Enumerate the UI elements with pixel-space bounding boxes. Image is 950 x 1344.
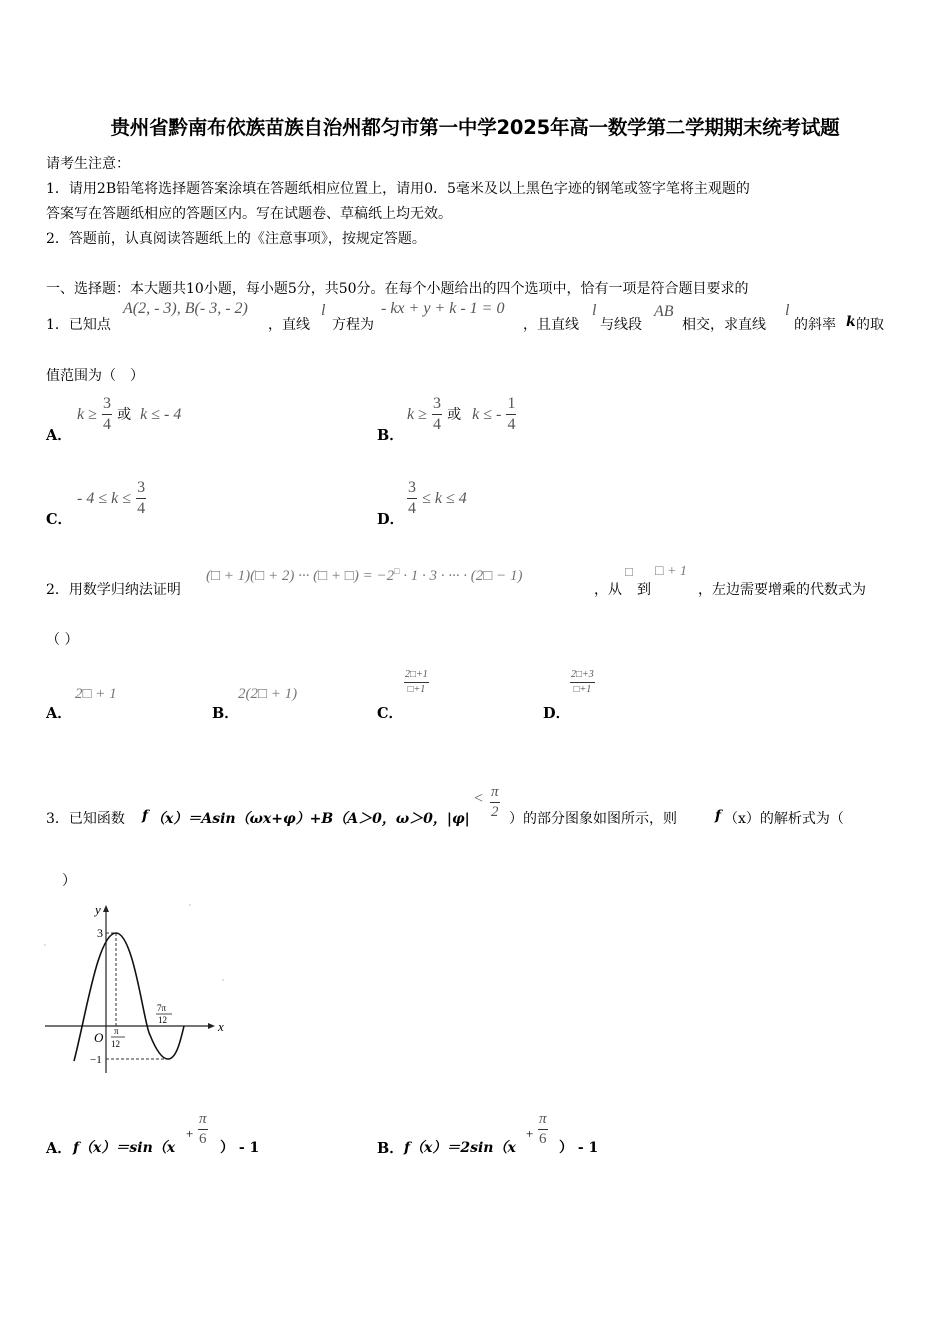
q3-f: f: [142, 808, 149, 824]
q1-text-1: ，直线: [268, 317, 310, 333]
q2-text-2: 到: [637, 582, 651, 598]
notice-heading: 请考生注意：: [46, 156, 130, 172]
frac-den: 2: [491, 804, 499, 820]
q3-option-b-tail: ） - 1: [559, 1140, 599, 1156]
q3-option-b-pi-over-6: [538, 1112, 548, 1147]
frac-num: 3: [432, 396, 442, 415]
q2-option-d-label: D．: [543, 705, 571, 722]
frac-den: 4: [432, 416, 441, 433]
q2-formula-sup: □: [394, 566, 400, 576]
origin-label: O: [94, 1030, 104, 1045]
q2-formula-lhs: (□ + 1)(□ + 2) ··· (□ + □) = −2: [206, 568, 395, 584]
q3-option-b-expr: f（x）＝2sin（x: [404, 1140, 516, 1156]
q1-option-d-label: D．: [377, 511, 405, 528]
q3-text-2: （x）的解析式为（: [724, 811, 844, 827]
page-title: 贵州省黔南布依族苗族自治州都匀市第一中学2025年高一数学第二学期期末统考试题: [110, 116, 840, 139]
sine-curve: [74, 933, 184, 1061]
frac-den: 4: [137, 500, 146, 517]
q1-option-a-label: A．: [46, 427, 72, 444]
q3-number: 3．已知函数: [46, 811, 125, 827]
q2-option-b-expr: 2(2□ + 1): [238, 686, 298, 702]
q1-option-a-expr-2: k ≤ - 4: [140, 406, 182, 423]
y-max-label: 3: [97, 926, 103, 940]
q1-text-6: 的斜率: [794, 317, 836, 333]
notice-item-1-line-1: 1．请用2B铅笔将选择题答案涂填在答题纸相应位置上，请用0．5毫米及以上黑色字迹的钢笔或签字笔将主观题的: [46, 181, 750, 197]
q3-option-b-plus: +: [526, 1126, 534, 1141]
frac-num: π: [198, 1112, 208, 1130]
q2-option-d-frac: [570, 670, 595, 695]
q2-formula-rhs: · 1 · 3 · ··· · (2□ − 1): [403, 568, 523, 584]
q2-formula: [206, 566, 522, 585]
scan-dot: [44, 944, 46, 946]
q3-option-b-label: B．: [377, 1140, 404, 1157]
frac-num: 1: [506, 396, 516, 415]
q3-pi-over-2: [490, 785, 500, 820]
q1-line-l-1: l: [321, 302, 326, 319]
q2-to: □ + 1: [655, 564, 687, 579]
frac-den: □+1: [407, 684, 426, 695]
frac-num: 3: [136, 480, 146, 499]
q1-line-l-2: l: [592, 302, 597, 319]
frac-num: 2□+3: [570, 670, 595, 683]
frac-den: 6: [199, 1131, 207, 1147]
q3-f-2: f: [715, 808, 722, 824]
q3-option-b-frac: [538, 1112, 548, 1147]
q1-text-4: 与线段: [600, 317, 642, 333]
frac-num: 3: [407, 480, 417, 499]
q1-text-2: 方程为: [332, 317, 374, 333]
q1-option-a-frac: [102, 396, 112, 433]
x-tick-1-num: π: [114, 1026, 119, 1036]
notice-item-1-line-2: 答案写在答题纸相应的答题区内。写在试题卷、草稿纸上均无效。: [46, 206, 452, 222]
q2-option-c-frac: [404, 670, 429, 695]
q2-text-1: ，从: [594, 582, 622, 598]
x-tick-2-den: 12: [158, 1015, 167, 1025]
scan-dot: [189, 904, 191, 906]
q1-option-d: [407, 480, 467, 517]
frac-num: π: [538, 1112, 548, 1130]
q1-equation: - kx + y + k - 1 = 0: [381, 300, 505, 317]
q2-option-c-label: C．: [377, 705, 404, 722]
q1-option-c-label: C．: [46, 511, 73, 528]
frac-num: 3: [102, 396, 112, 415]
q1-option-a: [77, 396, 181, 433]
q1-option-b-label: B．: [377, 427, 404, 444]
q3-option-a-plus: +: [186, 1126, 194, 1141]
q1-option-a-expr: k ≥: [77, 406, 97, 423]
q1-option-b-frac: [432, 396, 442, 433]
q2-text-3: ，左边需要增乘的代数式为: [698, 582, 866, 598]
q2-option-b-label: B．: [212, 705, 239, 722]
x-axis-arrow: [208, 1023, 215, 1029]
q1-option-b-or: 或: [447, 407, 462, 423]
q3-option-a-tail: ） - 1: [220, 1140, 260, 1156]
scan-dot: [222, 979, 224, 981]
q3-option-a-expr: f（x）＝sin（x: [73, 1140, 176, 1156]
q1-text-3: ，且直线: [523, 317, 579, 333]
q2-line-2: （ ）: [46, 632, 79, 648]
q1-option-d-expr: ≤ k ≤ 4: [422, 490, 467, 507]
x-tick-1-den: 12: [111, 1039, 120, 1049]
frac-den: 4: [507, 416, 516, 433]
q3-line-2: ）: [62, 873, 76, 889]
q1-number: 1．已知点: [46, 317, 111, 333]
q1-text-7: 的取: [856, 317, 884, 333]
q1-option-b-expr-2: k ≤ -: [472, 406, 502, 423]
q1-option-c: [77, 480, 146, 517]
q1-option-b-expr: k ≥: [407, 406, 427, 423]
q1-line-2: 值范围为（ ）: [46, 368, 144, 384]
q3-option-a-pi-over-6: [198, 1112, 208, 1147]
q2-option-d-fraction: [570, 670, 595, 695]
q1-points: A(2, - 3), B(- 3, - 2): [123, 300, 248, 317]
q1-k: k: [846, 314, 856, 330]
frac-num: 2□+1: [404, 670, 429, 683]
y-min-label: −1: [90, 1054, 102, 1066]
q3-option-a-label: A．: [46, 1140, 72, 1157]
q3-option-a-frac: [198, 1112, 208, 1147]
q1-option-b: [407, 396, 516, 433]
frac-den: □+1: [573, 684, 592, 695]
q1-segment-ab: AB: [654, 303, 674, 320]
y-axis-label: y: [95, 902, 101, 917]
notice-item-2: 2．答题前，认真阅读答题纸上的《注意事项》，按规定答题。: [46, 231, 426, 247]
frac-den: 4: [408, 500, 416, 517]
q3-function-def: （x）＝Asin（ωx+φ）+B（A＞0，ω＞0，|φ|: [151, 811, 470, 827]
q1-option-d-frac: [407, 480, 417, 517]
q3-function-graph: [40, 895, 230, 1080]
frac-num: π: [490, 785, 500, 803]
q1-option-c-frac: [136, 480, 146, 517]
q3-pi-over-2-frac: [490, 785, 500, 820]
q1-text-5: 相交，求直线: [682, 317, 766, 333]
q3-text-1: ）的部分图象如图所示，则: [509, 811, 677, 827]
q2-from: □: [625, 564, 633, 579]
q2-option-a-label: A．: [46, 705, 72, 722]
q2-option-c-fraction: [404, 670, 429, 695]
section-1-heading: 一、选择题：本大题共10小题，每小题5分，共50分。在每个小题给出的四个选项中，恰有一项是符合题目要求的: [46, 281, 749, 297]
q2-number: 2．用数学归纳法证明: [46, 582, 181, 598]
q1-option-a-or: 或: [117, 407, 132, 423]
frac-den: 4: [102, 416, 111, 433]
q1-option-b-frac-2: [506, 396, 516, 433]
y-axis-arrow: [103, 905, 109, 912]
frac-den: 6: [539, 1131, 547, 1147]
x-axis-label: x: [218, 1019, 224, 1034]
q1-line-l-3: l: [785, 302, 790, 319]
x-tick-2-num: 7π: [157, 1003, 167, 1013]
q1-option-c-expr: - 4 ≤ k ≤: [77, 490, 131, 507]
q2-option-a-expr: 2□ + 1: [75, 686, 117, 702]
q3-less-than: <: [473, 790, 484, 807]
